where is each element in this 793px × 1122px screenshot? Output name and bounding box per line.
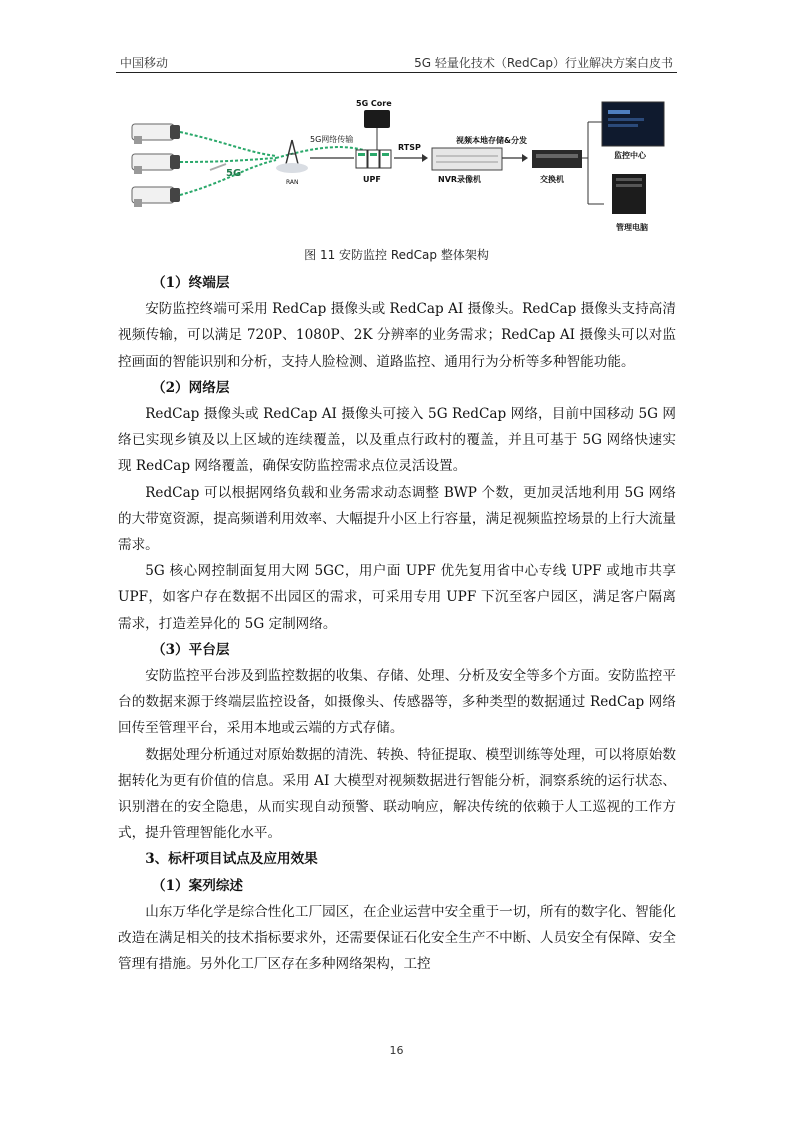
paragraph: RedCap 可以根据网络负载和业务需求动态调整 BWP 个数，更加灵活地利用 5G 网络的大带宽资源，提高频谱利用效率、大幅提升小区上行容量，满足视频监控场景的上行大流量需求。 [118,484,676,554]
switch-label: 交换机 [540,175,564,184]
header-company: 中国移动 [120,56,169,70]
nvr-label: NVR录像机 [438,175,482,184]
section-heading: （2）网络层 [152,379,230,396]
section-heading: 3、标杆项目试点及应用效果 [145,851,318,868]
section-heading: （1）案列综述 [152,877,244,894]
monitor-center-label: 监控中心 [614,151,646,160]
paragraph: 5G 核心网控制面复用大网 5GC，用户面 UPF 优先复用省中心专线 UPF 或地市共享 UPF，如客户存在数据不出园区的需求，可采用专用 UPF 下沉至客户园区，满足客户隔离需求，打造差异化的 5G 定制网络。 [118,563,676,632]
transport-label: 5G网络传输 [310,135,354,144]
section-heading: （1）终端层 [152,275,230,291]
nvr-recorder-icon [432,148,502,170]
body-text [118,270,676,977]
page-number: 16 [389,1044,404,1057]
upf-label: UPF [363,175,381,184]
figure-caption: 图 11 安防监控 RedCap 整体架构 [304,248,489,262]
monitor-screen-icon [602,102,664,146]
core-label: 5G Core [356,99,392,108]
page-header [116,52,677,73]
section-heading: （3）平台层 [152,641,230,658]
camera-icon [132,124,180,144]
desktop-computer-icon [612,174,646,214]
paragraph: RedCap 摄像头或 RedCap AI 摄像头可接入 5G RedCap 网络，目前中国移动 5G 网络已实现乡镇及以上区域的连续覆盖，以及重点行政村的覆盖，并且可基于 5G 网络快速实现 RedCap 网络覆盖，确保安防监控需求点位灵活设置。 [118,406,676,475]
wireless-link [180,158,276,162]
fiveg-label: 5G [226,168,242,179]
paragraph: 安防监控终端可采用 RedCap 摄像头或 RedCap AI 摄像头。RedCap 摄像头支持高清视频传输，可以满足 720P、1080P、2K 分辨率的业务需求；RedCap AI 摄像头可以对监控画面的智能识别和分析，支持人脸检测、道路监控、通用行为分析等多种智能功能。 [118,301,676,370]
core-server-icon [364,110,390,128]
upf-server-icon [356,150,391,168]
ran-label: RAN [286,179,299,186]
header-document-title: 5G 轻量化技术（RedCap）行业解决方案白皮书 [414,56,673,70]
architecture-figure [116,92,677,242]
switch-icon [532,150,582,168]
rtsp-label: RTSP [398,143,421,152]
camera-icon [132,154,180,174]
storage-label: 视频本地存储&分发 [456,136,527,145]
camera-icon [132,187,180,207]
wireless-link [180,132,276,156]
paragraph: 山东万华化学是综合性化工厂园区，在企业运营中安全重于一切，所有的数字化、智能化改造在满足相关的技术指标要求外，还需要保证石化安全生产不中断、人员安全有保障、安全管理有措施。另外化工厂区存在多种网络架构，工控 [118,903,676,973]
ran-tower-icon [276,140,308,173]
management-pc-label: 管理电脑 [616,223,648,232]
paragraph: 安防监控平台涉及到监控数据的收集、存储、处理、分析及安全等多个方面。安防监控平台的数据来源于终端层监控设备，如摄像头、传感器等，多种类型的数据通过 RedCap 网络回传至管理平台，采用本地或云端的方式存储。 [118,668,676,737]
paragraph: 数据处理分析通过对原始数据的清洗、转换、特征提取、模型训练等处理，可以将原始数据转化为更有价值的信息。采用 AI 大模型对视频数据进行智能分析，洞察系统的运行状态、识别潜在的安全隐患，从而实现自动预警、联动响应，解决传统的依赖于人工巡视的工作方式，提升管理智能化水平。 [118,746,676,842]
